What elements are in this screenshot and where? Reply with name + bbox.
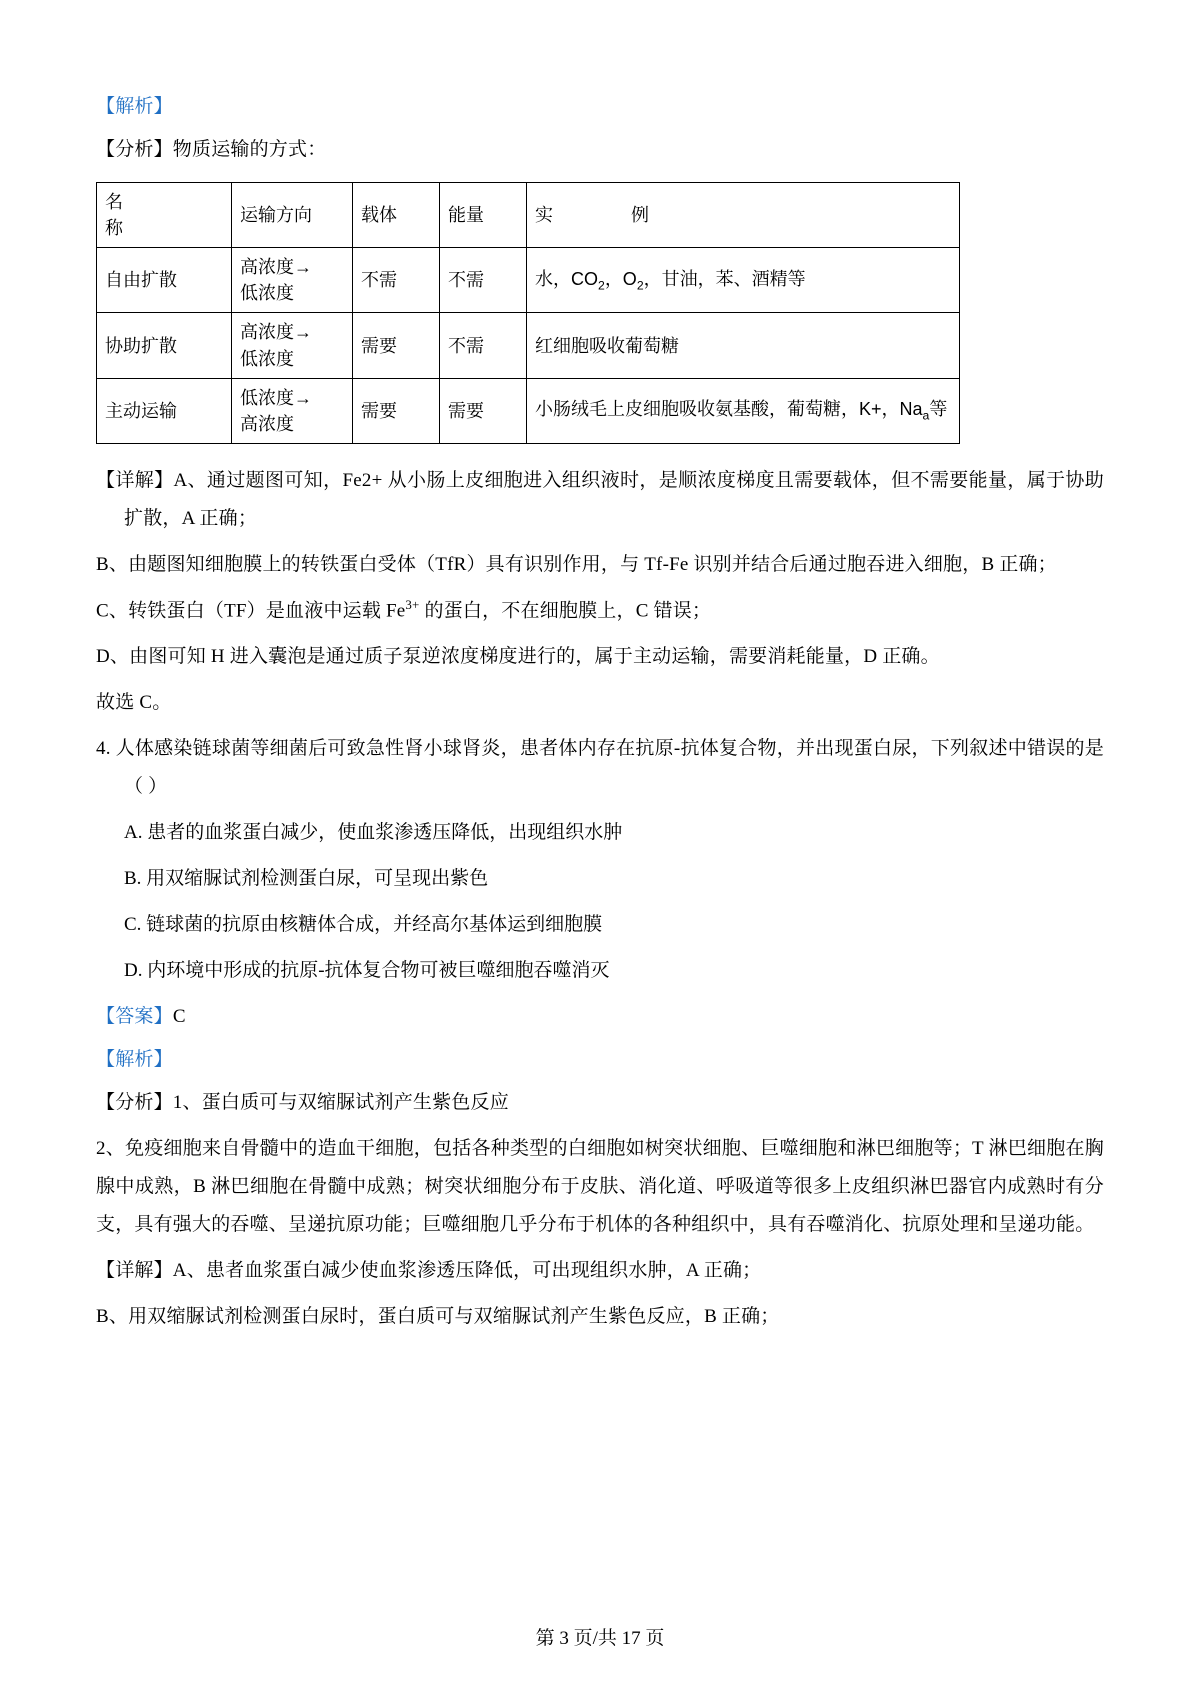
direction-top: 高浓度→	[240, 257, 312, 278]
question-4-option-b: B. 用双缩脲试剂检测蛋白尿，可呈现出紫色	[124, 868, 489, 890]
direction-bottom: 高浓度	[240, 413, 294, 434]
direction-bottom: 低浓度	[240, 283, 294, 304]
table-row	[97, 378, 960, 443]
table-header-row	[97, 183, 960, 248]
analysis-intro-2: 【分析】1、蛋白质可与双缩脲试剂产生紫色反应	[96, 1092, 509, 1114]
transport-modes-table	[96, 182, 960, 444]
cell-example	[527, 378, 960, 443]
header-carrier: 载体	[353, 183, 440, 248]
detail2-a: 【详解】A、患者血浆蛋白减少使血浆渗透压降低，可出现组织水肿，A 正确；	[96, 1260, 762, 1282]
detail-b: B、由题图知细胞膜上的转铁蛋白受体（TfR）具有识别作用，与 Tf-Fe 识别并结合后通过胞吞进入细胞，B 正确；	[96, 553, 1057, 575]
cell-energy: 需要	[440, 378, 527, 443]
cell-carrier: 需要	[353, 313, 440, 378]
cell-direction	[232, 313, 353, 378]
example-sub-1: a	[922, 408, 930, 423]
question-4-option-a: A. 患者的血浆蛋白减少，使血浆渗透压降低，出现组织水肿	[124, 822, 623, 844]
example-part-2: 等	[929, 399, 948, 420]
direction-top: 低浓度→	[240, 387, 312, 408]
cell-energy: 不需	[440, 313, 527, 378]
detail-c-superscript: 3+	[405, 596, 420, 612]
answer-label: 【答案】	[96, 1006, 173, 1028]
table-row	[97, 248, 960, 313]
example-part-3: ，甘油，苯、酒精等	[643, 268, 806, 289]
detail-c	[96, 592, 1104, 630]
example-part-2: ，O	[604, 268, 637, 289]
analysis-label-2: 【解析】	[96, 1049, 173, 1071]
page-footer: 第 3 页/共 17 页	[535, 1628, 665, 1649]
header-example: 实 例	[527, 183, 960, 248]
example-sub-2: 2	[636, 278, 644, 293]
conclusion-1: 故选 C。	[96, 692, 172, 714]
question-4-stem: 4. 人体感染链球菌等细菌后可致急性肾小球肾炎，患者体内存在抗原-抗体复合物，并出现蛋白尿，下列叙述中错误的是（ ）	[96, 738, 1104, 798]
cell-name: 主动运输	[97, 378, 232, 443]
question-4-option-c: C. 链球菌的抗原由核糖体合成，并经高尔基体运到细胞膜	[124, 914, 603, 936]
cell-carrier: 需要	[353, 378, 440, 443]
header-energy: 能量	[440, 183, 527, 248]
table-row	[97, 313, 960, 378]
example-sub-1: 2	[598, 278, 605, 293]
direction-bottom: 低浓度	[240, 348, 294, 369]
header-direction: 运输方向	[232, 183, 353, 248]
analysis-body-2: 2、免疫细胞来自骨髓中的造血干细胞，包括各种类型的白细胞如树突状细胞、巨噬细胞和淋巴细胞等；T 淋巴细胞在胸腺中成熟，B 淋巴细胞在骨髓中成熟；树突状细胞分布于皮肤、消化道、呼吸道等很多上皮组织淋巴器官内成熟时有分支，具有强大的吞噬、呈递抗原功能；巨噬细胞几乎分布于机体的各种组织中，具有吞噬消化、抗原处理和呈递功能。	[96, 1138, 1104, 1236]
cell-name: 自由扩散	[97, 248, 232, 313]
cell-example: 红细胞吸收葡萄糖	[527, 313, 960, 378]
cell-name: 协助扩散	[97, 313, 232, 378]
example-part-1: 水，CO	[535, 268, 598, 289]
answer-line	[96, 998, 1104, 1035]
direction-top: 高浓度→	[240, 322, 312, 343]
detail2-b: B、用双缩脲试剂检测蛋白尿时，蛋白质可与双缩脲试剂产生紫色反应，B 正确；	[96, 1306, 780, 1328]
example-part-1: 小肠绒毛上皮细胞吸收氨基酸，葡萄糖，K+，Na	[535, 399, 923, 420]
detail-c-pre: C、转铁蛋白（TF）是血液中运载 Fe	[96, 600, 406, 622]
detail-a: 【详解】A、通过题图可知，Fe2+ 从小肠上皮细胞进入组织液时，是顺浓度梯度且需要载体，但不需要能量，属于协助扩散，A 正确；	[96, 469, 1104, 529]
cell-direction	[232, 248, 353, 313]
analysis-label-1: 【解析】	[96, 96, 173, 117]
answer-value: C	[172, 1006, 186, 1028]
detail-c-post: 的蛋白，不在细胞膜上，C 错误；	[419, 600, 712, 622]
analysis-intro-1: 【分析】物质运输的方式：	[96, 139, 327, 161]
cell-example	[527, 248, 960, 313]
cell-energy: 不需	[440, 248, 527, 313]
question-4-option-d: D. 内环境中形成的抗原-抗体复合物可被巨噬细胞吞噬消灭	[124, 960, 610, 982]
detail-d: D、由图可知 H 进入囊泡是通过质子泵逆浓度梯度进行的，属于主动运输，需要消耗能量，D 正确。	[96, 646, 940, 668]
cell-direction	[232, 378, 353, 443]
header-name: 名 称	[97, 183, 232, 248]
cell-carrier: 不需	[353, 248, 440, 313]
